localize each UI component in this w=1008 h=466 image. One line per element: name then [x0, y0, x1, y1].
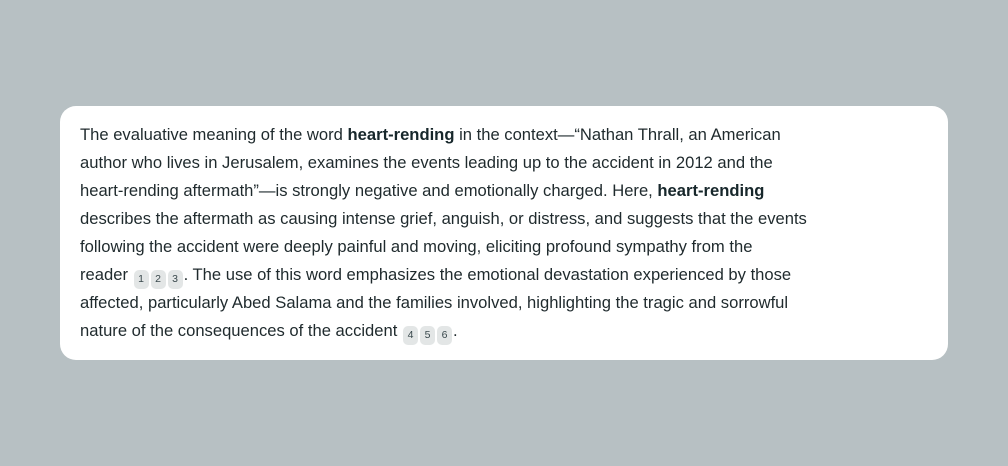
highlighted-term: heart-rending: [657, 181, 765, 200]
citation-4[interactable]: 4: [403, 326, 418, 345]
answer-card: [60, 106, 948, 360]
answer-line-6: reader 1 2 3 . The use of this word emphasizes the emotional devastation experienced by those: [80, 261, 936, 289]
answer-line-3: heart-rending aftermath”—is strongly negative and emotionally charged. Here, heart-rending: [80, 181, 765, 200]
citation-6[interactable]: 6: [437, 326, 452, 345]
answer-line-7: affected, particularly Abed Salama and the families involved, highlighting the tragic and sorrowful: [80, 293, 789, 312]
answer-line-4: describes the aftermath as causing intense grief, anguish, or distress, and suggests that the events: [80, 209, 807, 228]
answer-line-5: following the accident were deeply painful and moving, eliciting profound sympathy from the: [80, 237, 753, 256]
citation-1[interactable]: 1: [134, 270, 149, 289]
citation-2[interactable]: 2: [151, 270, 166, 289]
citation-3[interactable]: 3: [168, 270, 183, 289]
answer-line-1: The evaluative meaning of the word heart-rending in the context—“Nathan Thrall, an American: [80, 125, 781, 144]
answer-text: [80, 121, 936, 345]
citation-5[interactable]: 5: [420, 326, 435, 345]
answer-line-8: nature of the consequences of the accident 4 5 6 .: [80, 317, 936, 345]
answer-line-2: author who lives in Jerusalem, examines the events leading up to the accident in 2012 and the: [80, 153, 773, 172]
highlighted-term: heart-rending: [347, 125, 455, 144]
